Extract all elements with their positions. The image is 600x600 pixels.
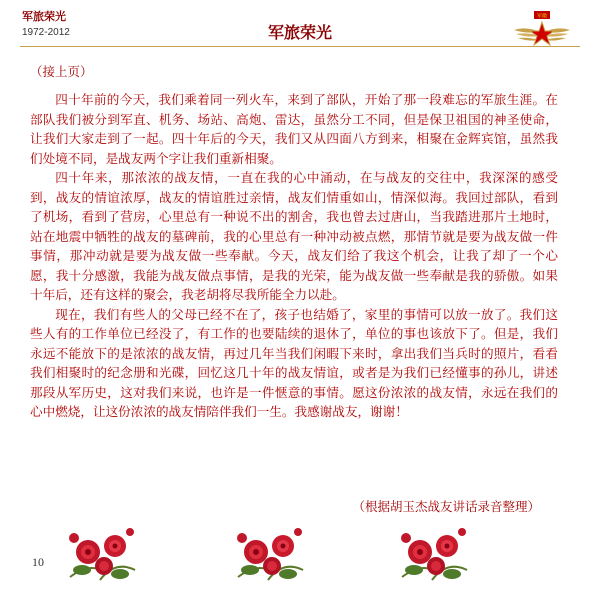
rose-flower-icon bbox=[392, 522, 474, 584]
emblem-label: 军徽 bbox=[536, 13, 548, 20]
page-title: 军旅荣光 bbox=[267, 23, 332, 42]
rose-flower-icon bbox=[228, 522, 310, 584]
article-body bbox=[30, 90, 558, 422]
paragraph: 现在，我们有些人的父母已经不在了，孩子也结婚了，家里的事情可以放一放了。我们这些人有的工作单位已经没了，有工作的也要陆续的退休了，单位的事也该放下了。但是，我们永远不能放下的是浓浓的战友情，再过几年当我们闲暇下来时，拿出我们当兵时的照片，看看我们相聚时的纪念册和光碟，回忆这几十年的战友情谊，或者是为我们已经懂事的孙儿，讲述那段从军历史，这对我们来说，也许是一件惬意的事情。愿这份浓浓的战友情，永远在我们的心中燃烧，让这份浓浓的战友情陪伴我们一生。我感谢战友，谢谢！ bbox=[30, 306, 558, 419]
header-divider bbox=[20, 46, 580, 47]
rose-flower-icon bbox=[60, 522, 142, 584]
page-number: 10 bbox=[32, 555, 44, 569]
header-small-title: 军旅荣光 bbox=[22, 10, 66, 23]
paragraph: 四十年来，那浓浓的战友情，一直在我的心中涌动，在与战友的交往中，我深深的感受到，战友的情谊浓厚，战友的情谊胜过亲情，战友们情重如山，情深似海。我回过部队，看到了机场，看到了营房，心里总有一种说不出的割舍，我也曾去过唐山，当我踏进那片土地时，站在地震中牺牲的战友的墓碑前，我的心里总有一种冲动被点燃，那情节就是要为战友做一件事情，那冲动就是要为战友做一些奉献。今天，战友们给了我这个机会，让我了却了一个心愿，我十分感激，我能为战友做点事情，是我的光荣，能为战友做一些奉献是我的骄傲。如果十年后，还有这样的聚会，我老胡将尽我所能全力以赴。 bbox=[30, 170, 558, 302]
header-years: 1972-2012 bbox=[22, 27, 70, 38]
continued-label: （接上页） bbox=[30, 64, 93, 79]
source-note: （根据胡玉杰战友讲话录音整理） bbox=[352, 499, 540, 514]
army-emblem-icon bbox=[510, 8, 574, 52]
paragraph: 四十年前的今天，我们乘着同一列火车，来到了部队，开始了那一段难忘的军旅生涯。在部队我们被分到军直、机务、场站、高炮、雷达，虽然分工不同，但是保卫祖国的神圣使命，让我们大家走到了一起。四十年后的今天，我们又从四面八方到来，相聚在金辉宾馆，虽然我们处境不同，是战友两个字让我们重新相聚。 bbox=[30, 92, 558, 166]
